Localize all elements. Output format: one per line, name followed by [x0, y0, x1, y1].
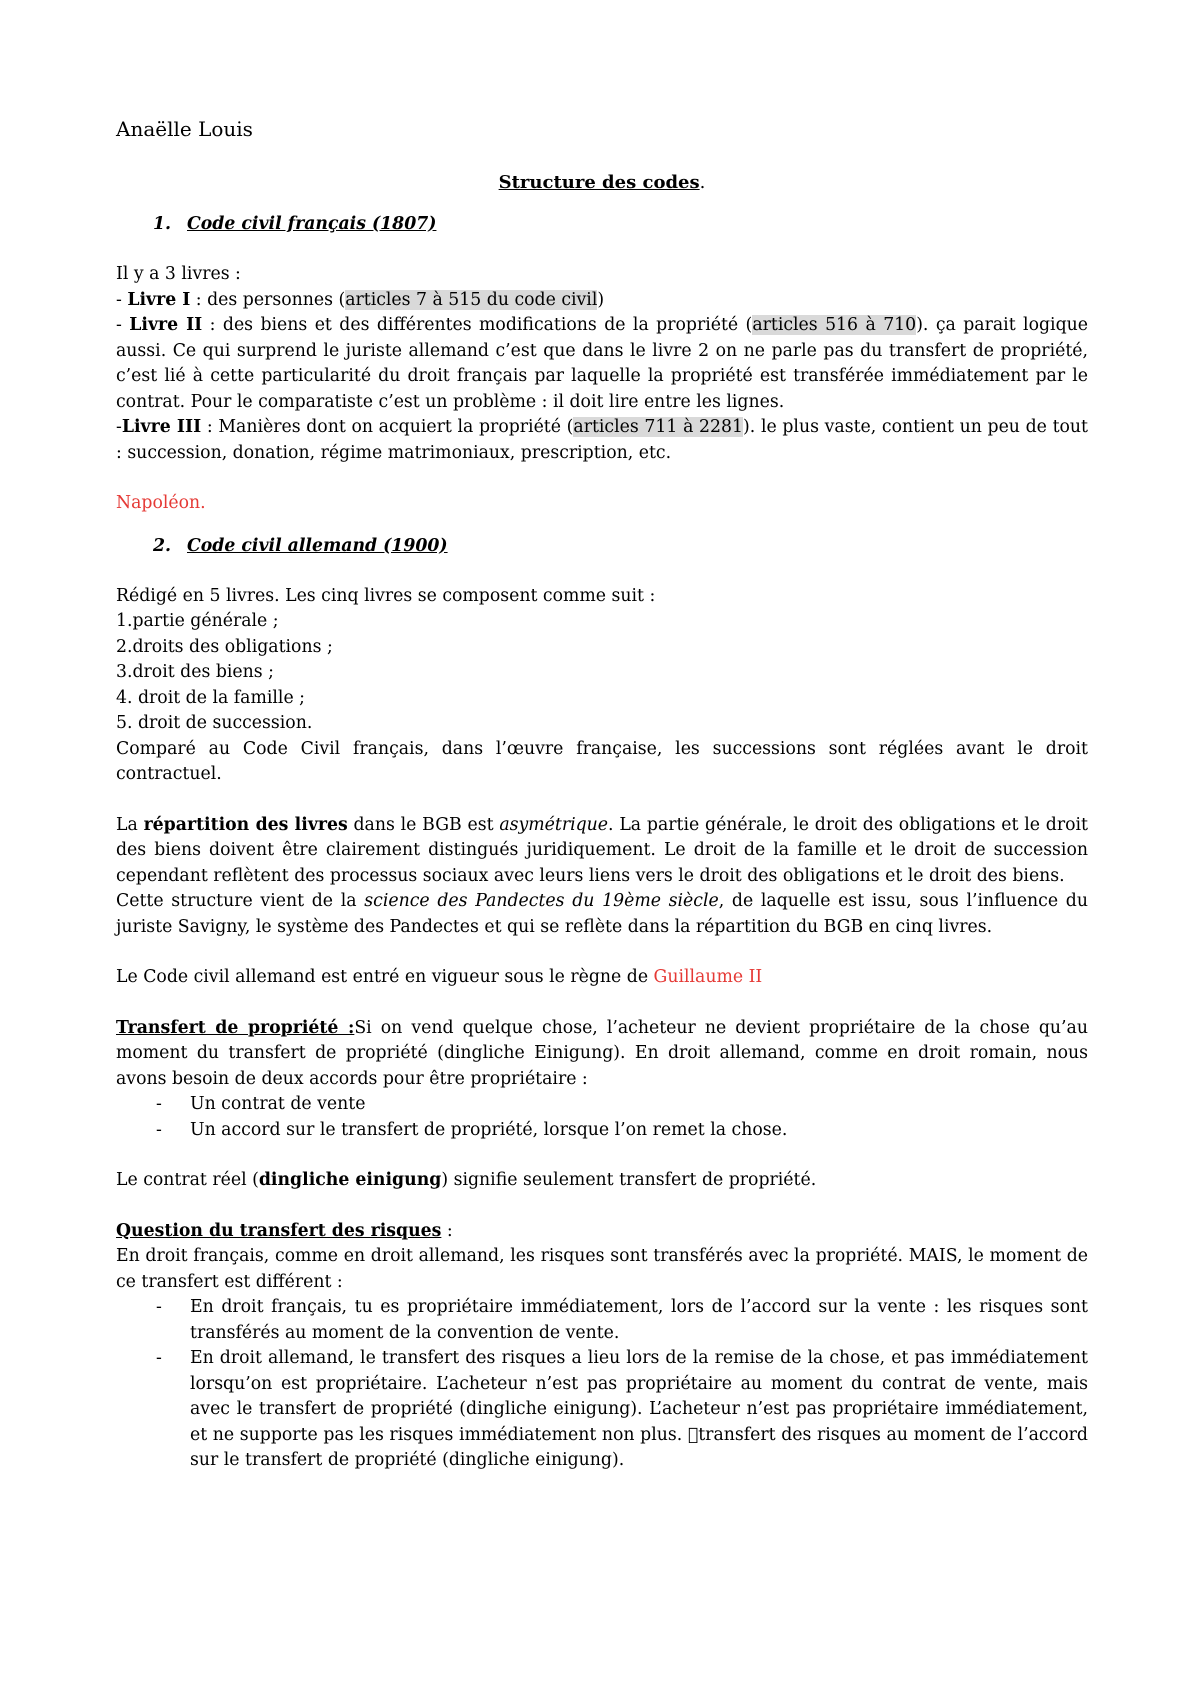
document-title [116, 171, 1088, 195]
compare-paragraph: Comparé au Code Civil français, dans l’œuvre française, les successions sont réglées avant le droit contractuel. [116, 738, 1088, 784]
livre-2-text-a: : des biens et des différentes modifications de la propriété ( [202, 315, 753, 335]
transfert-text: Si on vend quelque chose, l’acheteur ne devient propriétaire de la chose qu’au moment du transfert de propriété (dingliche Einigung). En droit allemand, comme en droit romain, nous avons besoin de deux accords pour être propriétaire : [116, 1017, 1088, 1089]
section-1-title: Code civil français (1807) [187, 214, 437, 234]
book-item-5: 5. droit de succession. [116, 713, 313, 733]
livre-2-articles: articles 516 à 710 [752, 315, 917, 335]
dash-marker: - [156, 1094, 162, 1114]
risques-label: Question du transfert des risques [116, 1220, 442, 1241]
transfert-list [116, 1092, 1088, 1143]
section-2-intro: Rédigé en 5 livres. Les cinq livres se composent comme suit : [116, 585, 656, 606]
document-title-period: . [699, 172, 706, 193]
structure-italic: science des Pandectes du 19ème siècle [364, 891, 719, 911]
list-item-text: Un contrat de vente [190, 1094, 366, 1114]
repartition-text-1: La [116, 814, 144, 835]
transfert-label: Transfert de propriété : [116, 1017, 355, 1038]
contrat-reel-bold: dingliche einigung [258, 1170, 442, 1190]
list-item [116, 1295, 1088, 1346]
livre-3-text-b: ). le plus vaste, contient un peu de tout : succession, donation, régime matrimoniaux, prescription, etc. [116, 417, 1088, 463]
list-item-text: En droit allemand, le transfert des risques a lieu lors de la remise de la chose, et pas immédiatement lorsqu’on est propriétaire. L’acheteur n’est pas propriétaire au moment du contrat de vente, mais avec le transfert de propriété (dingliche einigung). L’acheteur n’est pas propriétaire immédiatement, et ne supporte pas les risques immédiatement non plus.  transfert des risques au moment de l’accord sur le transfert de propriété (dingliche einigung). [190, 1348, 1088, 1470]
repartition-text-3: . La partie générale, le droit des obligations et le droit des biens doivent être clairement distingués juridiquement. Le droit de la famille et le droit de succession cependant reflètent des processus sociaux avec leurs liens vers le droit des obligations et le droit des biens. [116, 814, 1088, 886]
livre-3-paragraph [116, 415, 1088, 466]
vigueur-text: Le Code civil allemand est entré en vigueur sous le règne de [116, 967, 654, 987]
livre-1-text-b: ) [597, 289, 605, 310]
transfert-paragraph [116, 1016, 1088, 1093]
livre-1-label: Livre I [127, 289, 191, 310]
dash-marker: - [156, 1297, 162, 1317]
structure-text-1: Cette structure vient de la [116, 891, 365, 911]
list-item [116, 1092, 1088, 1118]
book-item-1: 1.partie générale ; [116, 611, 279, 631]
repartition-text-2: dans le BGB est [347, 814, 500, 835]
structure-text-2: , de laquelle est issu, sous l’influence du juriste Savigny, le système des Pandectes et qui se reflète dans la répartition du BGB en cinq livres. [116, 891, 1088, 937]
livre-1-articles: articles 7 à 515 du code civil [345, 289, 598, 310]
risques-list [116, 1295, 1088, 1474]
risques-heading [116, 1219, 1088, 1245]
repartition-italic: asymétrique [499, 814, 609, 835]
livre-2-label: Livre II [129, 315, 203, 335]
dash-marker: - [156, 1119, 162, 1140]
document-body [116, 115, 1088, 1474]
risques-paragraph: En droit français, comme en droit allemand, les risques sont transférés avec la propriété. MAIS, le moment de ce transfert est différent : [116, 1246, 1088, 1292]
list-item-text: Un accord sur le transfert de propriété, lorsque l’on remet la chose. [190, 1119, 788, 1140]
napoleon-note: Napoléon. [116, 493, 206, 513]
livre-2-dash: - [116, 315, 130, 335]
list-item-text: En droit français, tu es propriétaire immédiatement, lors de l’accord sur la vente : les risques sont transférés au moment de la convention de vente. [190, 1297, 1088, 1343]
contrat-reel-text-1: Le contrat réel ( [116, 1170, 259, 1190]
dash-marker: - [156, 1348, 162, 1368]
section-1-heading [116, 211, 1088, 237]
list-item [116, 1118, 1088, 1144]
author-name: Anaëlle Louis [116, 117, 253, 141]
contrat-reel-text-2: ) signifie seulement transfert de propriété. [441, 1170, 817, 1190]
livre-2-paragraph [116, 313, 1088, 415]
livre-2-text-b: ). ça parait logique aussi. Ce qui surprend le juriste allemand c’est que dans le livre 2 on ne parle pas du transfert de propriété, c’est lié à cette particularité du droit français par laquelle la propriété est transférée immédiatement par le contrat. Pour le comparatiste c’est un problème : il doit lire entre les lignes. [116, 315, 1088, 412]
document-title-text: Structure des codes [498, 172, 700, 193]
livre-3-text-a: : Manières dont on acquiert la propriété ( [201, 417, 574, 437]
structure-paragraph [116, 889, 1088, 940]
risques-suffix: : [441, 1220, 453, 1241]
contrat-reel-paragraph [116, 1168, 1088, 1194]
livre-3-label: Livre III [121, 417, 202, 437]
section-2-heading [116, 533, 1088, 559]
section-2-title: Code civil allemand (1900) [187, 535, 448, 556]
book-item-4: 4. droit de la famille ; [116, 687, 305, 708]
section-1-number: 1. [153, 214, 172, 234]
vigueur-paragraph [116, 965, 1088, 991]
livre-1-paragraph [116, 288, 1088, 314]
section-1-intro: Il y a 3 livres : [116, 264, 241, 284]
repartition-paragraph [116, 813, 1088, 890]
livre-3-articles: articles 711 à 2281 [573, 417, 744, 437]
guillaume-ii: Guillaume II [653, 967, 763, 987]
book-item-3: 3.droit des biens ; [116, 662, 274, 682]
livre-1-dash: - [116, 289, 128, 310]
book-item-2: 2.droits des obligations ; [116, 636, 333, 657]
livre-3-dash: - [116, 417, 122, 437]
repartition-bold: répartition des livres [143, 814, 348, 835]
list-item [116, 1346, 1088, 1474]
section-2-number: 2. [153, 535, 172, 556]
livre-1-text-a: : des personnes ( [190, 289, 346, 310]
